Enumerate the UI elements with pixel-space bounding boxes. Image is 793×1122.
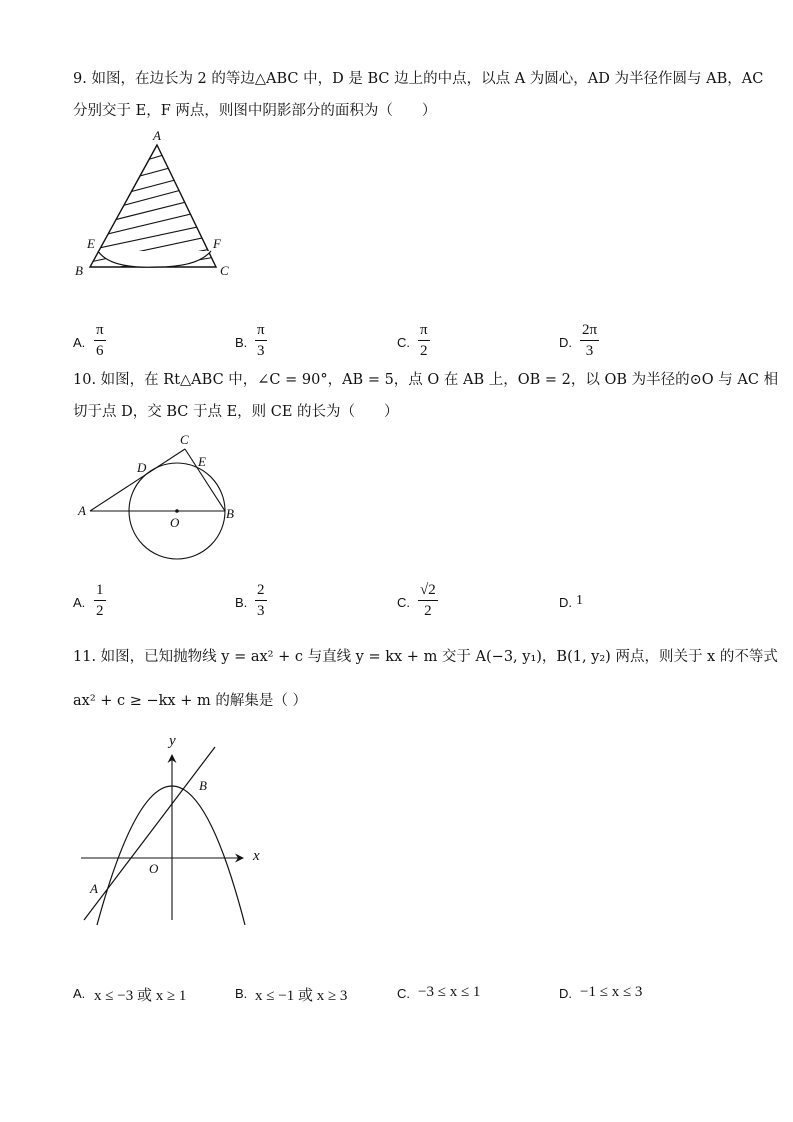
- q9-option-b[interactable]: [255, 322, 267, 360]
- label-y: y: [169, 733, 176, 749]
- q10-option-c[interactable]: [418, 582, 438, 620]
- label-d: D: [137, 460, 147, 475]
- label-x: x: [253, 848, 260, 864]
- q9-option-c-letter[interactable]: C.: [397, 335, 410, 350]
- q11-option-d[interactable]: −1 ≤ x ≤ 3: [580, 984, 643, 1000]
- q9-stem-line2: 分别交于 E，F 两点，则图中阴影部分的面积为（ ）: [73, 103, 437, 119]
- q9-option-a-letter[interactable]: A.: [73, 335, 86, 350]
- q9-stem-line1: 9. 如图，在边长为 2 的等边△ABC 中，D 是 BC 边上的中点，以点 A 为圆心，AD 为半径作圆与 AB，AC: [73, 71, 764, 87]
- q11-option-c[interactable]: −3 ≤ x ≤ 1: [418, 984, 481, 1000]
- fraction-denominator: 3: [257, 603, 265, 619]
- fraction-denominator: 3: [257, 343, 265, 359]
- label-o: O: [149, 861, 159, 876]
- fraction-denominator: 3: [585, 343, 594, 359]
- label-c: C: [220, 263, 229, 278]
- q11-option-a-letter[interactable]: A.: [73, 986, 86, 1001]
- q10-stem-line2: 切于点 D，交 BC 于点 E，则 CE 的长为（ ）: [73, 404, 399, 420]
- label-e: E: [198, 454, 206, 469]
- arc-ef: [98, 251, 211, 267]
- q11-stem-line1: 11. 如图，已知抛物线 y = ax² + c 与直线 y = kx + m 交于 A(−3, y₁)，B(1, y₂) 两点，则关于 x 的不等式: [73, 649, 778, 665]
- label-b: B: [75, 263, 83, 278]
- label-b: B: [226, 506, 234, 521]
- q10-option-a-letter[interactable]: A.: [73, 595, 86, 610]
- fraction-denominator: 2: [424, 603, 432, 619]
- q9-option-c[interactable]: [418, 322, 430, 360]
- point-o: [175, 509, 179, 513]
- parabola: [97, 786, 245, 925]
- q9-option-d-letter[interactable]: D.: [559, 335, 572, 350]
- fraction-denominator: 2: [420, 343, 428, 359]
- q10-option-c-letter[interactable]: C.: [397, 595, 410, 610]
- fraction-numerator: π: [94, 322, 106, 341]
- q9-option-a[interactable]: [94, 322, 106, 360]
- q10-option-d[interactable]: 1: [576, 593, 583, 608]
- label-a: A: [78, 503, 86, 518]
- fraction-numerator: 2π: [580, 322, 599, 341]
- q11-option-b[interactable]: x ≤ −1 或 x ≥ 3: [255, 988, 348, 1004]
- q9-option-d[interactable]: [580, 322, 599, 360]
- q9-hatching: [90, 150, 216, 267]
- segment-ac: [90, 449, 185, 511]
- q9-option-b-letter[interactable]: B.: [235, 335, 248, 350]
- label-f: F: [213, 236, 221, 251]
- q10-option-d-letter[interactable]: D.: [559, 595, 572, 610]
- q10-stem-line1: 10. 如图，在 Rt△ABC 中，∠C = 90°，AB = 5，点 O 在 AB 上，OB = 2，以 OB 为半径的⊙O 与 AC 相: [73, 372, 779, 388]
- fraction-numerator: √2: [418, 582, 438, 601]
- q9-figure: [70, 125, 240, 285]
- fraction-numerator: 2: [255, 582, 267, 601]
- fraction-numerator: π: [418, 322, 430, 341]
- q11-stem-line2: ax² + c ≥ −kx + m 的解集是（ ）: [73, 693, 307, 709]
- q11-option-b-letter[interactable]: B.: [235, 986, 248, 1001]
- line-ab: [84, 747, 215, 920]
- q10-option-a[interactable]: [94, 582, 106, 620]
- q11-figure: [75, 725, 275, 930]
- q10-figure: [75, 430, 245, 570]
- q11-option-c-letter[interactable]: C.: [397, 986, 410, 1001]
- label-e: E: [87, 236, 95, 251]
- label-a: A: [90, 881, 98, 896]
- fraction-denominator: 6: [96, 343, 104, 359]
- fraction-denominator: 2: [96, 603, 104, 619]
- fraction-numerator: π: [255, 322, 267, 341]
- q11-option-d-letter[interactable]: D.: [559, 986, 572, 1001]
- label-c: C: [180, 432, 189, 447]
- label-b: B: [199, 778, 207, 793]
- label-a: A: [153, 128, 161, 143]
- q11-option-a[interactable]: x ≤ −3 或 x ≥ 1: [94, 988, 187, 1004]
- label-o: O: [170, 515, 180, 530]
- q10-option-b[interactable]: [255, 582, 267, 620]
- q10-option-b-letter[interactable]: B.: [235, 595, 248, 610]
- fraction-numerator: 1: [94, 582, 106, 601]
